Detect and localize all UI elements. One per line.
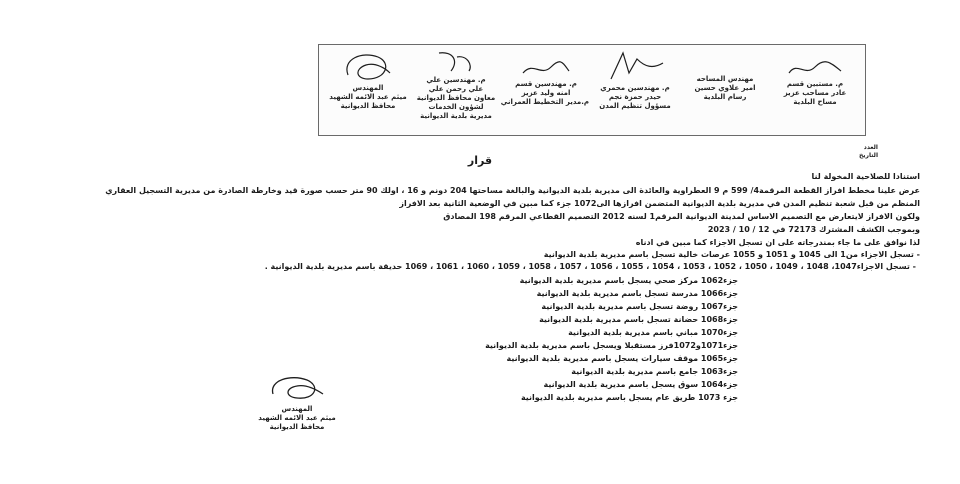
signature-block-1 — [773, 59, 857, 107]
sig-line: م. مهندسين محمري — [600, 84, 670, 92]
list-item: جزء1064 سوق يسجل باسم مديرية بلدية الديوانية — [543, 380, 738, 389]
sig-line: مسؤول تنظيم المدن — [599, 102, 671, 110]
signature-scribble — [340, 49, 396, 83]
body-line-1: عرض علينا مخطط افراز القطعة المرقمة4/ 599 م 9 العطراوية والعائدة الى مديرية بلدية الديوانية والبالغة مساحتها 204 دونم و 16 ، اولك 90 متر حسب صورة قيد وخارطة الصادرة من مديرية التسجيل العقاري — [105, 186, 920, 195]
sig-line: معاون محافظ الديوانية — [416, 94, 496, 102]
sig-line: عادر مساحب عزيز — [783, 89, 847, 97]
signature-block-5 — [413, 49, 499, 121]
body-line-6: - تسجل الاجزاء من1 الى 1045 و 1051 و 1055 عرصات خالية تسجل باسم مديرية بلدية الديوانية — [543, 250, 920, 259]
body-intro: استنادا للصلاحية المخولة لنا — [811, 172, 920, 181]
sig-line: م. مهندسين علي — [426, 76, 486, 84]
list-item: جزء1071و1072فرز مستقبلا ويسجل باسم مديرية بلدية الديوانية — [485, 341, 738, 350]
sig-line: مديرية بلدية الديوانية — [420, 112, 492, 120]
sig-line: المهندس — [352, 84, 384, 92]
sig-line: مهندس المساحه — [696, 75, 754, 83]
sig-line: امنه وليد عزيز — [521, 89, 571, 97]
sig-line: م. مهندسين قسم — [515, 80, 577, 88]
number-label: العدد — [863, 144, 878, 151]
list-item: جزء1066 مدرسة تسجل باسم مديرية بلدية الديوانية — [536, 289, 738, 298]
signature-block-6 — [323, 49, 413, 111]
signature-scribble — [267, 372, 327, 402]
list-item: جزء1070 مباني باسم مديرية بلدية الديوانية — [568, 328, 738, 337]
list-item: جزء1063 جامع باسم مديرية بلدية الديوانية — [571, 367, 738, 376]
signature-block-2 — [685, 75, 765, 102]
sig-line: ميثم عبد الائمه الشهيد — [258, 414, 336, 422]
signatures-box — [318, 44, 866, 136]
sig-line: محافظ الديوانية — [340, 102, 396, 110]
list-item: جزء 1073 طريق عام يسجل باسم مديرية بلدية الديوانية — [520, 393, 738, 402]
signature-block-3 — [593, 49, 677, 111]
signature-block-4 — [500, 57, 589, 107]
bottom-signature — [254, 372, 340, 432]
body-line-7: - تسجل الاجزاء1047، 1048 ، 1049 ، 1050 ، 1052 ، 1053 ، 1054 ، 1055 ، 1056 ، 1057 ، 1058 ، 1059 ، 1060 ، 1061 ، 1069 حديقة باسم مديرية بلدية الديوانية . — [264, 262, 916, 271]
date-label: التاريخ — [858, 152, 878, 159]
signature-scribble — [785, 59, 845, 79]
sig-line: مساح البلدية — [793, 98, 837, 106]
sig-line: محافظ الديوانية — [269, 423, 325, 431]
sig-line: رسام البلدية — [703, 93, 747, 101]
body-line-3: ولكون الافراز لايتعارض مع التصميم الاساس لمدينة الديوانية المرقم1 لسنه 2012 التصميم القطاعي المرقم 198 المصادق — [443, 212, 920, 221]
list-item: جزء1067 روضة تسجل باسم مديرية بلدية الديوانية — [541, 302, 738, 311]
body-line-4: وبموجب الكشف المشترك 72173 في 12 / 10 / 2023 — [707, 225, 920, 234]
list-item: جزء1062 مركز صحي يسجل باسم مديرية بلدية الديوانية — [519, 276, 738, 285]
list-item: جزء1065 موقف سيارات يسجل باسم مديرية بلدية الديوانية — [506, 354, 738, 363]
body-line-2: المنظم من قبل شعبة تنظيم المدن في مديرية بلدية الديوانية المتضمن افرازها الى1072 جزء كما مبين في الوضعية الثانية بعد الافراز — [399, 199, 920, 208]
sig-line: امير علاوي حسين — [694, 84, 756, 92]
signature-scribble — [433, 49, 479, 75]
signature-scribble — [603, 49, 667, 83]
signature-scribble — [519, 57, 573, 79]
list-item: جزء1068 حضانة تسجل باسم مديرية بلدية الديوانية — [539, 315, 738, 324]
sig-line: علي رحمن علي — [428, 85, 484, 93]
sig-line: حيدر حمزة نجم — [608, 93, 662, 101]
sig-line: المهندس — [281, 405, 313, 413]
sig-line: م.مدير التخطيط العمراني — [500, 98, 589, 106]
sig-line: لشؤون الخدمات — [428, 103, 484, 111]
body-line-5: لذا نوافق على ما جاء بمندرجاته على ان تسجل الاجزاء كما مبين في ادناه — [635, 238, 920, 247]
sig-line: م. مستبين قسم — [786, 80, 844, 88]
sig-line: ميثم عبد الائمه الشهيد — [329, 93, 407, 101]
document-meta — [859, 144, 878, 160]
document-title: قرار — [467, 154, 493, 167]
